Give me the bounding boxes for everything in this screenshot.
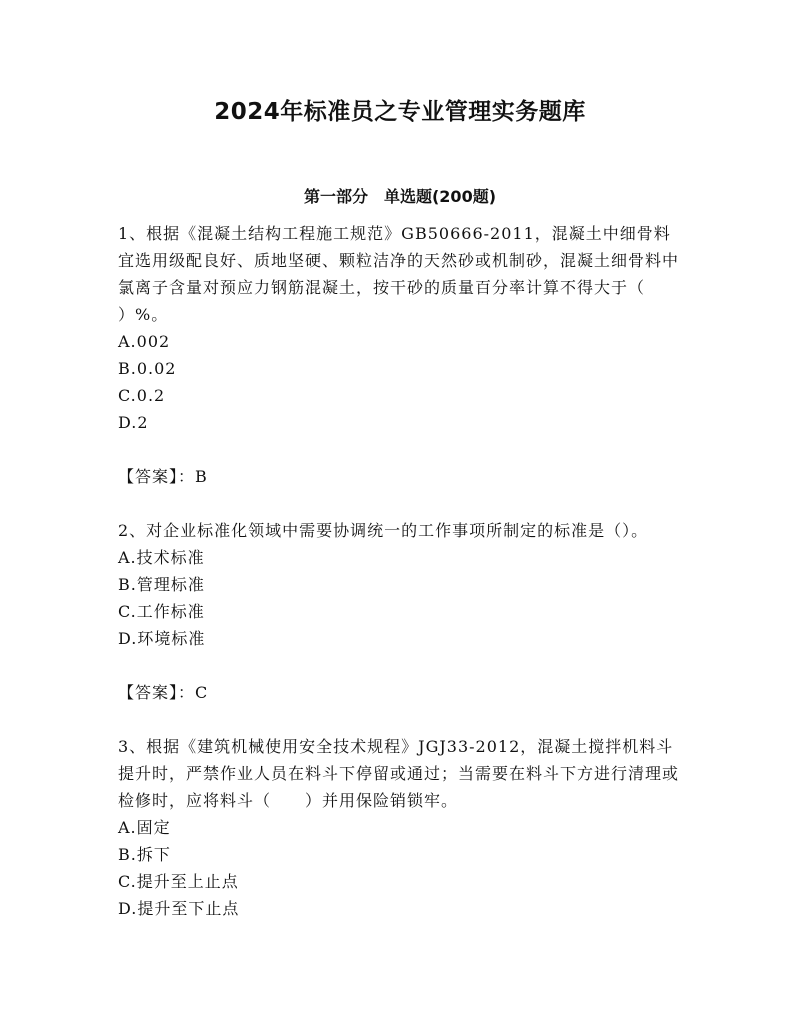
question-list [118, 220, 683, 922]
document-title: 2024年标准员之专业管理实务题库 [214, 99, 586, 125]
question-2-option-d: D.环境标准 [118, 629, 206, 648]
question-2-option-b: B.管理标准 [118, 575, 205, 594]
question-1-option-a: A.002 [118, 332, 171, 351]
question-1-option-b: B.0.02 [118, 359, 177, 378]
question-3-text: 3、根据《建筑机械使用安全技术规程》JGJ33-2012，混凝土搅拌机料斗提升时，严禁作业人员在料斗下停留或通过；当需要在料斗下方进行清理或检修时，应将料斗（ ）并用保险销锁牢。 [118, 737, 680, 810]
question-2-text: 2、对企业标准化领域中需要协调统一的工作事项所制定的标准是（）。 [118, 521, 649, 540]
question-3-option-d: D.提升至下止点 [118, 899, 240, 918]
question-3-option-c: C.提升至上止点 [118, 872, 239, 891]
question-1-option-d: D.2 [118, 413, 149, 432]
question-2-option-c: C.工作标准 [118, 602, 205, 621]
question-3 [118, 733, 683, 922]
question-3-option-b: B.拆下 [118, 845, 171, 864]
question-2 [118, 517, 683, 706]
question-1 [118, 220, 683, 490]
question-1-answer: 【答案】：B [118, 467, 208, 486]
question-3-option-a: A.固定 [118, 818, 171, 837]
section-title: 第一部分 单选题(200题) [303, 187, 497, 206]
question-2-option-a: A.技术标准 [118, 548, 205, 567]
question-2-answer: 【答案】：C [118, 683, 209, 702]
question-1-text: 1、根据《混凝土结构工程施工规范》GB50666-2011，混凝土中细骨料宜选用级配良好、质地坚硬、颗粒洁净的天然砂或机制砂，混凝土细骨料中氯离子含量对预应力钢筋混凝土，按干砂的质量百分率计算不得大于（ ）%。 [118, 224, 680, 324]
question-1-option-c: C.0.2 [118, 386, 166, 405]
